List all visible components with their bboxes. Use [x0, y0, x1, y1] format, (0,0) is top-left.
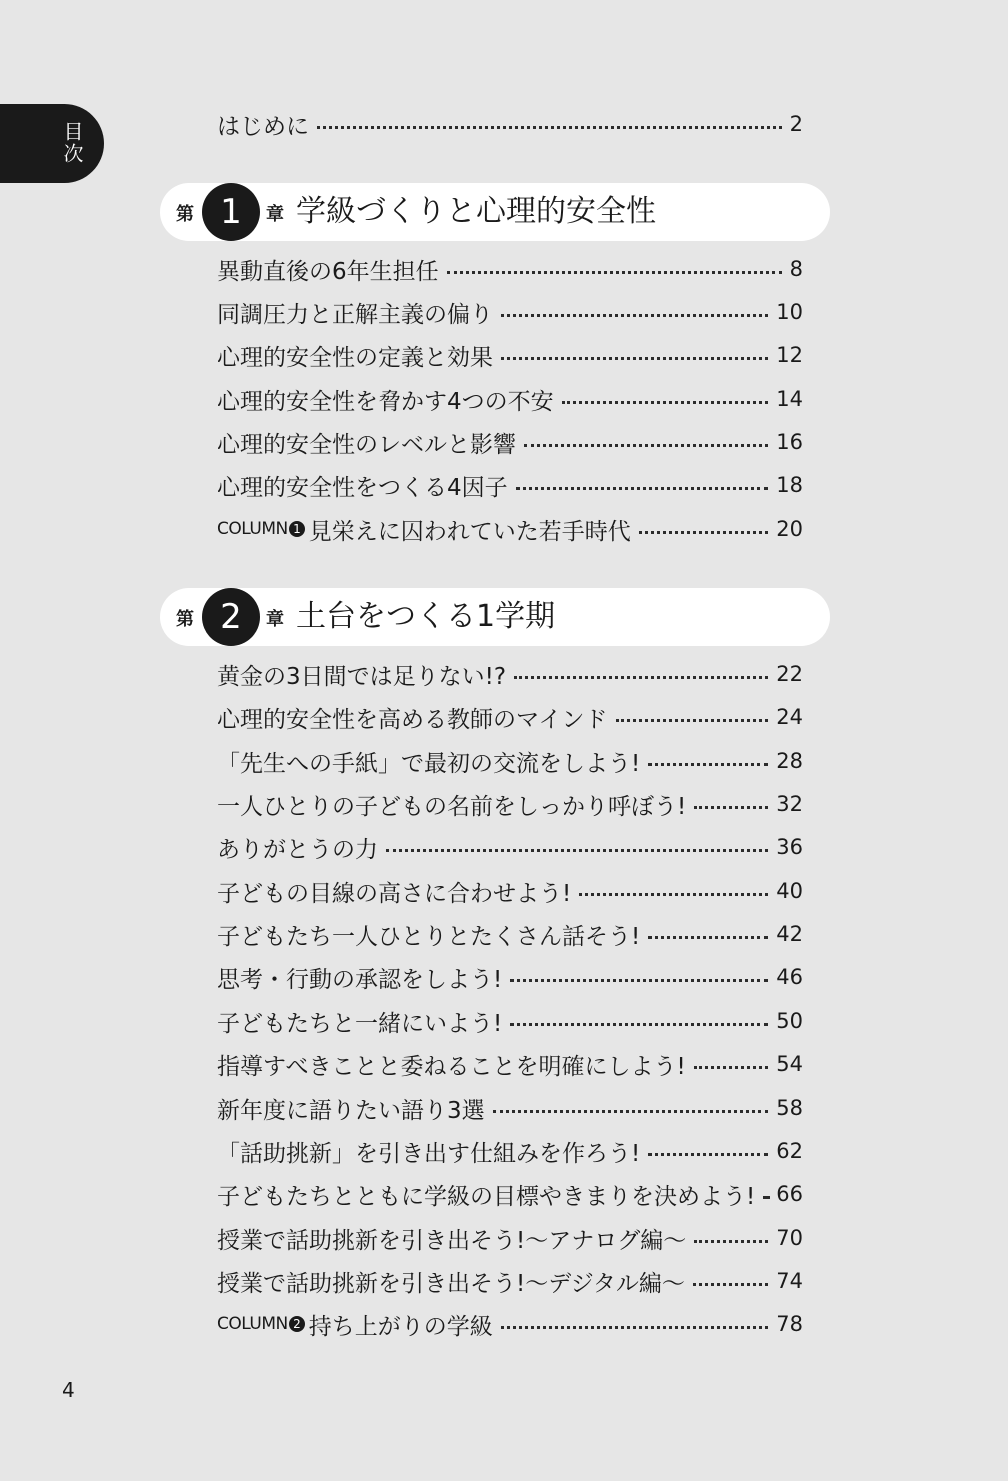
dot-leader: [579, 893, 768, 896]
toc-side-tab: [0, 104, 104, 183]
dot-leader: [648, 763, 768, 766]
column-number-badge: 1: [289, 521, 305, 537]
dot-leader: [648, 1153, 768, 1156]
toc-entry-title: 子どもの目線の高さに合わせよう!: [217, 880, 572, 907]
dot-leader: [524, 444, 768, 447]
toc-entry[interactable]: [217, 1092, 803, 1124]
toc-entry-title: 一人ひとりの子どもの名前をしっかり呼ぼう!: [217, 793, 687, 820]
toc-side-tab-label: 目次: [60, 121, 84, 165]
toc-entry-page: 74: [776, 1269, 803, 1293]
dot-leader: [694, 806, 768, 809]
column-tag: [217, 1314, 305, 1334]
dot-leader: [501, 314, 768, 317]
chapter-number-badge: 1: [202, 183, 260, 241]
toc-entry-page: 54: [776, 1052, 803, 1076]
toc-entry-title: 授業で話助挑新を引き出そう!～アナログ編～: [217, 1227, 687, 1254]
toc-entry-page: 24: [776, 705, 803, 729]
toc-entry[interactable]: [217, 469, 803, 501]
toc-entry-title: 黄金の3日間では足りない!?: [217, 663, 507, 690]
toc-entry[interactable]: [217, 1048, 803, 1080]
toc-entry-title: 子どもたちと一緒にいよう!: [217, 1010, 503, 1037]
toc-entry-page: 46: [776, 965, 803, 989]
toc-entry[interactable]: [217, 383, 803, 415]
toc-entry-page: 10: [776, 300, 803, 324]
toc-entry-title: 子どもたち一人ひとりとたくさん話そう!: [217, 923, 641, 950]
dot-leader: [501, 1326, 769, 1329]
toc-entry-page: 14: [776, 387, 803, 411]
dot-leader: [510, 979, 768, 982]
toc-entry[interactable]: [217, 1005, 803, 1037]
toc-entry[interactable]: [217, 1222, 803, 1254]
toc-entry[interactable]: [217, 296, 803, 328]
toc-entry-title: 思考・行動の承認をしよう!: [217, 966, 503, 993]
chapter-suffix: 章: [266, 609, 284, 630]
chapter-number-badge: 2: [202, 588, 260, 646]
dot-leader: [648, 936, 768, 939]
toc-entry-page: 70: [776, 1226, 803, 1250]
dot-leader: [694, 1240, 768, 1243]
toc-entry-title: 心理的安全性のレベルと影響: [217, 431, 516, 458]
page-number: 4: [62, 1378, 75, 1402]
toc-entry-page: 20: [776, 517, 803, 541]
toc-entry[interactable]: [217, 253, 803, 285]
toc-entry-title: 授業で話助挑新を引き出そう!～デジタル編～: [217, 1270, 685, 1297]
toc-entry-title: はじめに: [217, 113, 309, 140]
column-tag: [217, 519, 305, 539]
toc-entry-page: 62: [776, 1139, 803, 1163]
toc-entry-page: 28: [776, 749, 803, 773]
dot-leader: [562, 401, 769, 404]
toc-column-entry[interactable]: [217, 1308, 803, 1340]
toc-entry[interactable]: [217, 1178, 803, 1210]
toc-entry[interactable]: [217, 745, 803, 777]
toc-entry-page: 78: [776, 1312, 803, 1336]
dot-leader: [447, 271, 782, 274]
toc-entry[interactable]: [217, 1265, 803, 1297]
toc-entry-page: 16: [776, 430, 803, 454]
toc-entry-title: 心理的安全性を脅かす4つの不安: [217, 388, 554, 415]
toc-entry-intro[interactable]: [217, 108, 803, 140]
dot-leader: [501, 357, 768, 360]
toc-entry[interactable]: [217, 788, 803, 820]
toc-entry-title: 心理的安全性を高める教師のマインド: [217, 706, 608, 733]
toc-entry-title: 指導すべきことと委ねることを明確にしよう!: [217, 1053, 686, 1080]
toc-entry[interactable]: [217, 426, 803, 458]
dot-leader: [386, 849, 768, 852]
dot-leader: [516, 487, 769, 490]
toc-entry[interactable]: [217, 831, 803, 863]
toc-column-entry[interactable]: [217, 513, 803, 545]
toc-entry-page: 32: [776, 792, 803, 816]
toc-entry-page: 40: [776, 879, 803, 903]
toc-entry-title: 見栄えに囚われていた若手時代: [308, 518, 631, 545]
toc-entry-page: 18: [776, 473, 803, 497]
chapter-heading-1[interactable]: [160, 183, 830, 241]
column-number-badge: 2: [289, 1316, 305, 1332]
column-tag-text: COLUMN: [217, 1314, 288, 1334]
toc-entry[interactable]: [217, 701, 803, 733]
toc-entry-title: 異動直後の6年生担任: [217, 258, 439, 285]
dot-leader: [514, 676, 768, 679]
column-tag-text: COLUMN: [217, 519, 288, 539]
toc-entry-page: 22: [776, 662, 803, 686]
chapter-suffix: 章: [266, 204, 284, 225]
toc-entry-page: 50: [776, 1009, 803, 1033]
dot-leader: [694, 1066, 769, 1069]
toc-entry-title: 「話助挑新」を引き出す仕組みを作ろう!: [217, 1140, 641, 1167]
chapter-title: 学級づくりと心理的安全性: [296, 194, 656, 229]
toc-entry-page: 8: [789, 257, 803, 281]
toc-entry[interactable]: [217, 658, 803, 690]
toc-entry-title: 新年度に語りたい語り3選: [217, 1097, 485, 1124]
toc-entry-title: 持ち上がりの学級: [308, 1313, 493, 1340]
chapter-prefix: 第: [176, 609, 194, 630]
toc-entry[interactable]: [217, 1135, 803, 1167]
toc-entry-title: 心理的安全性の定義と効果: [217, 344, 493, 371]
toc-entry[interactable]: [217, 339, 803, 371]
chapter-heading-2[interactable]: [160, 588, 830, 646]
toc-entry-page: 58: [776, 1096, 803, 1120]
toc-entry-page: 66: [776, 1182, 803, 1206]
toc-entry-title: 「先生への手紙」で最初の交流をしよう!: [217, 750, 641, 777]
dot-leader: [616, 719, 769, 722]
toc-entry-page: 12: [776, 343, 803, 367]
toc-entry-title: 子どもたちとともに学級の目標やきまりを決めよう!: [217, 1183, 756, 1210]
toc-entry[interactable]: [217, 961, 803, 993]
dot-leader: [510, 1023, 768, 1026]
dot-leader: [763, 1196, 768, 1199]
dot-leader: [317, 126, 782, 129]
dot-leader: [493, 1110, 769, 1113]
dot-leader: [693, 1283, 768, 1286]
toc-entry-title: 同調圧力と正解主義の偏り: [217, 301, 493, 328]
toc-entry[interactable]: [217, 918, 803, 950]
toc-entry-page: 36: [776, 835, 803, 859]
dot-leader: [639, 531, 769, 534]
chapter-title: 土台をつくる1学期: [296, 599, 556, 634]
toc-entry-page: 2: [789, 112, 803, 136]
toc-entry[interactable]: [217, 875, 803, 907]
toc-entry-page: 42: [776, 922, 803, 946]
toc-entry-title: ありがとうの力: [217, 836, 378, 863]
chapter-prefix: 第: [176, 204, 194, 225]
toc-entry-title: 心理的安全性をつくる4因子: [217, 474, 508, 501]
